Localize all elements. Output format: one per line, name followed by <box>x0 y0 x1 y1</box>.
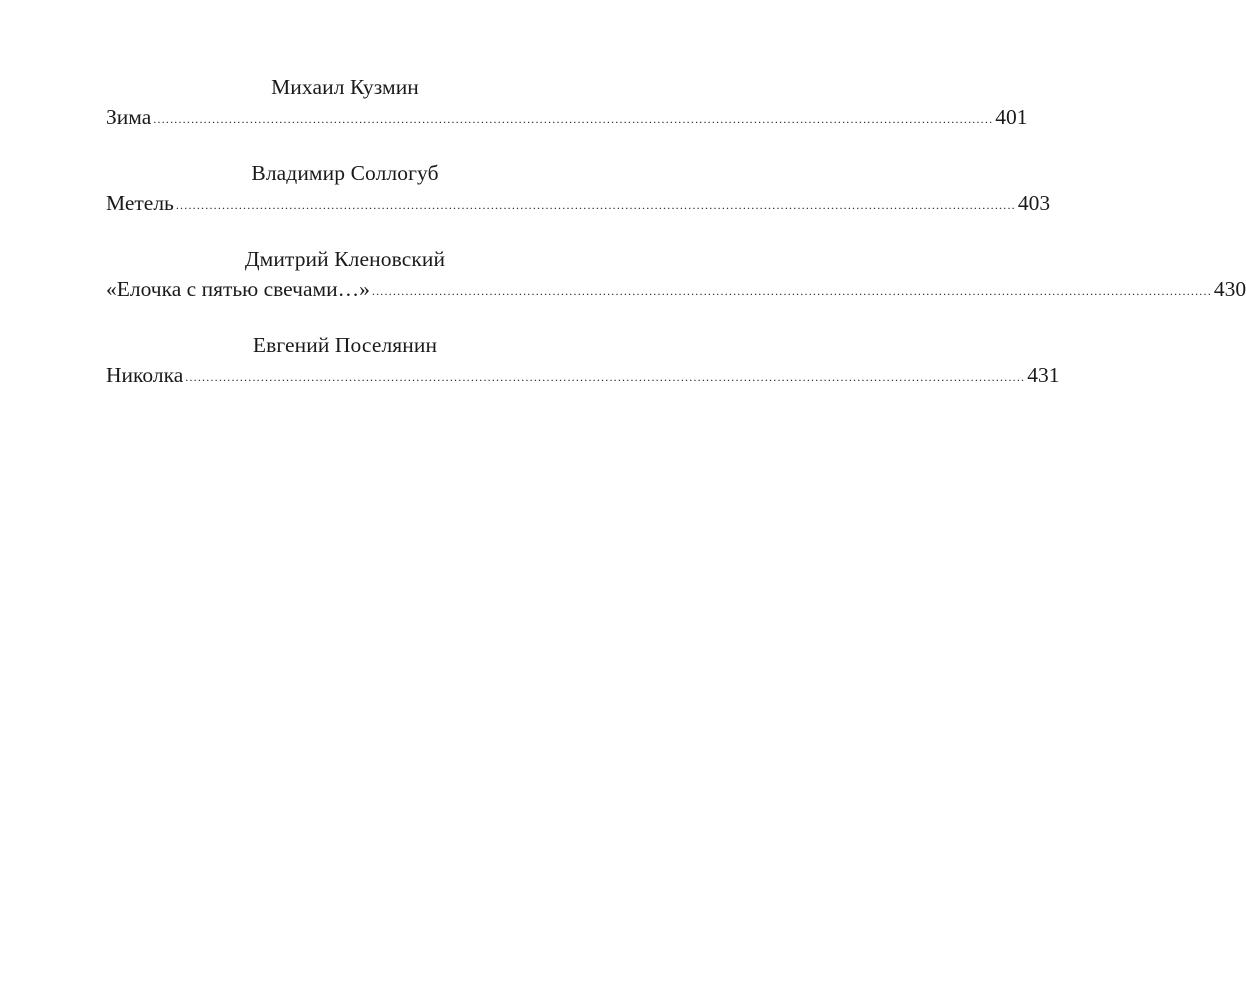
page-number: 403 <box>1017 191 1051 215</box>
author-name: Владимир Соллогуб <box>251 161 439 185</box>
toc-line <box>106 274 1246 304</box>
toc-entry <box>106 330 1060 390</box>
work-title: «Елочка с пятью свечами…» <box>106 277 370 301</box>
toc-entry <box>106 158 1051 218</box>
author-name: Дмитрий Кленовский <box>244 247 446 271</box>
toc-line <box>106 360 1060 390</box>
page-number: 430 <box>1213 277 1246 301</box>
table-of-contents <box>106 72 1246 416</box>
dot-leader: ........................................................................................................................................................................................................ <box>175 198 1016 212</box>
author-name: Евгений Поселянин <box>252 333 438 357</box>
work-title: Зима <box>106 105 152 129</box>
page-number: 431 <box>1027 363 1060 387</box>
toc-entry <box>106 244 1246 304</box>
page-number: 401 <box>995 105 1028 129</box>
dot-leader: ........................................................................................................................................................................................................ <box>185 370 1026 384</box>
toc-line <box>106 102 1028 132</box>
dot-leader: ........................................................................................................................................................................................................ <box>371 284 1212 298</box>
work-title: Метель <box>106 191 174 215</box>
dot-leader: ........................................................................................................................................................................................................ <box>153 112 994 126</box>
author-name: Михаил Кузмин <box>271 75 419 99</box>
toc-entry <box>106 72 1028 132</box>
work-title: Николка <box>106 363 184 387</box>
toc-line <box>106 188 1051 218</box>
